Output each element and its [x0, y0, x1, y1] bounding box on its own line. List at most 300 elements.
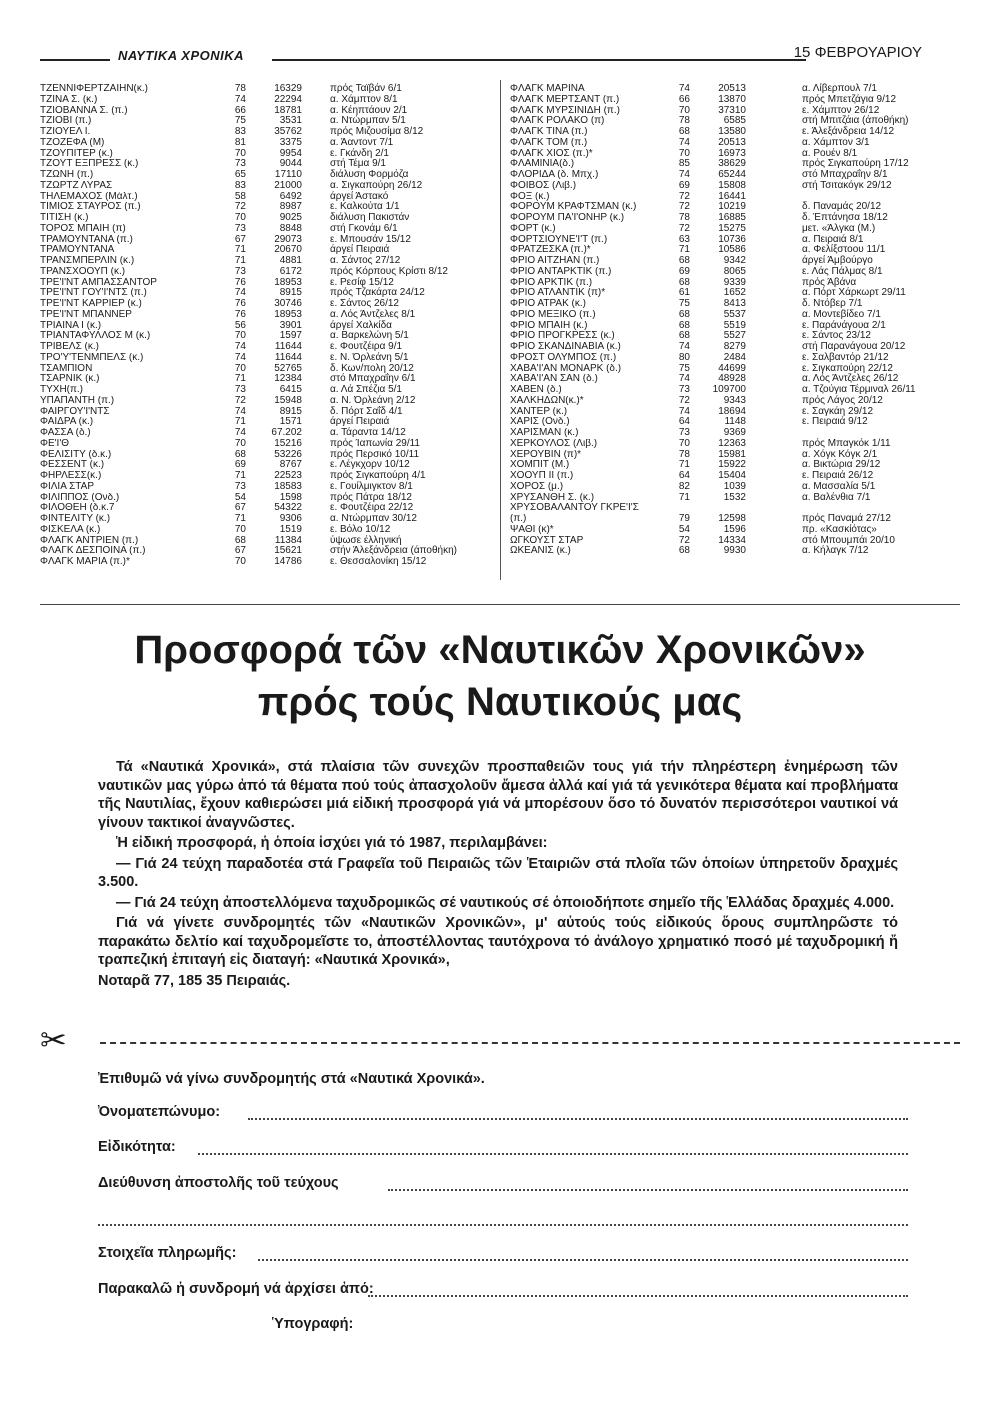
form-intro-text: Ἐπιθυμῶ νά γίνω συνδρομητής στά «Ναυτικά Χρονικά».	[98, 1071, 485, 1087]
ship-name: ΨΑΘΙ (κ)*	[510, 524, 554, 535]
ship-built-year: 74	[234, 93, 246, 105]
address-field[interactable]	[98, 1175, 908, 1191]
ship-position: α. Βικτώρια 29/12	[802, 459, 881, 471]
ship-row	[40, 159, 490, 170]
start-line[interactable]	[368, 1295, 908, 1297]
ship-position: στό Μπαχραΐην 6/1	[330, 373, 416, 385]
ship-built-year: 74	[678, 83, 690, 94]
ship-tonnage: 22294	[274, 93, 302, 105]
ship-row	[40, 374, 490, 385]
ship-row	[40, 299, 490, 310]
ship-name: ΦΡΙΟ ΠΡΟΓΚΡΕΣΣ (κ.)	[510, 331, 615, 342]
ship-name: ΤΖΩΡΤΖ ΛΥΡΑΣ	[40, 180, 113, 191]
ship-row	[40, 84, 490, 95]
ship-name: ΤΡΕ'Ι'ΝΤ ΑΜΠΑΣΣΑΝΤΟΡ	[40, 277, 157, 288]
ship-position: ε. Σαλβαντόρ 21/12	[802, 351, 889, 363]
ship-built-year: 74	[678, 169, 690, 180]
ship-position: α. Βαρκελώνη 5/1	[330, 330, 409, 342]
ship-tonnage: 15216	[274, 437, 302, 449]
ship-tonnage: 1148	[724, 416, 746, 428]
ship-position: ε. Γκάνδη 2/1	[330, 147, 389, 159]
ship-tonnage: 16973	[718, 147, 746, 159]
ship-built-year: 69	[234, 459, 246, 471]
ship-tonnage: 8915	[279, 405, 302, 417]
ship-name: ΤΡΑΝΣΜΠΕΡΛΙΝ (κ.)	[40, 256, 135, 266]
issue-date: 15 ΦΕΒΡΟΥΑΡΙΟΥ	[793, 44, 922, 61]
ship-built-year: 69	[678, 179, 690, 191]
ship-tonnage: 20670	[274, 244, 302, 256]
ship-built-year: 70	[678, 147, 690, 159]
ship-built-year: 72	[678, 394, 690, 406]
header-rule-middle	[272, 59, 806, 61]
ship-position: α. Λίβερπουλ 7/1	[802, 83, 877, 94]
ship-row	[510, 396, 960, 407]
ship-name: ΧΕΡΚΟΥΛΟΣ (Λιβ.)	[510, 438, 598, 449]
ship-built-year: 71	[234, 255, 246, 266]
ship-tonnage: 16441	[718, 190, 746, 202]
ship-tonnage: 6492	[279, 190, 302, 202]
ship-name: ΤΡΟ'Υ'ΤΕΝΜΠΕΛΣ (κ.)	[40, 352, 144, 363]
ship-row	[40, 385, 490, 396]
ship-built-year: 68	[678, 126, 690, 137]
ship-tonnage: 10219	[718, 201, 746, 213]
ship-position: στό Μπουμπάι 20/10	[802, 534, 895, 546]
ship-position: άργεί Πειραιά	[330, 244, 390, 256]
ship-position: δ. Παναμάς 20/12	[802, 201, 882, 213]
ship-tonnage: 1597	[279, 330, 302, 342]
ship-built-year: 71	[234, 470, 246, 481]
ship-built-year: 66	[678, 93, 690, 105]
ship-built-year: 76	[234, 276, 246, 288]
ship-tonnage: 1652	[723, 287, 746, 299]
ship-position: στή Τέμα 9/1	[330, 158, 386, 170]
ship-name: ΦΛΟΡΙΔΑ (δ. Μπχ.)	[510, 170, 599, 180]
ship-position: μετ. «Άλγκα (Μ.)	[802, 222, 876, 234]
ship-built-year: 83	[234, 126, 246, 137]
ship-name: ΦΟΡΤ (κ.)	[510, 223, 556, 234]
ship-name: ΤΖΩΝΗ (π.)	[40, 170, 94, 180]
ship-row	[510, 439, 960, 450]
ship-position: ε. Βόλο 10/12	[330, 523, 391, 535]
ship-built-year: 74	[678, 373, 690, 385]
ship-built-year: 70	[234, 523, 246, 535]
signature-field[interactable]	[272, 1316, 472, 1332]
ship-name: ΦΑΙΡΓΟΥ'Ι'ΝΤΣ	[40, 406, 110, 417]
ship-tonnage: 18781	[274, 104, 302, 116]
ship-built-year: 73	[234, 265, 246, 277]
ship-position: ε. Λάς Πάλμας 8/1	[802, 265, 883, 277]
ship-tonnage: 3375	[279, 136, 302, 148]
ship-name: ΤΙΜΙΟΣ ΣΤΑΥΡΟΣ (π.)	[40, 202, 141, 213]
ship-row	[40, 202, 490, 213]
ship-built-year: 78	[234, 83, 246, 94]
ship-position: δ. Έπτάνησα 18/12	[802, 212, 888, 223]
ship-name: ΧΑΒΑ'Ι'ΑΝ ΣΑΝ (δ.)	[510, 374, 598, 385]
ship-built-year: 70	[678, 437, 690, 449]
ship-position: ε. Θεσσαλονίκη 15/12	[330, 556, 427, 567]
ship-row	[40, 396, 490, 407]
ship-tonnage: 9954	[279, 147, 302, 159]
ship-built-year: 71	[678, 459, 690, 471]
ship-built-year: 64	[678, 470, 690, 481]
ship-position: ε. Παράνάγουα 2/1	[802, 319, 886, 331]
ship-position: α. Βαλένθια 7/1	[802, 491, 871, 503]
ship-tonnage: 18953	[274, 308, 302, 320]
ship-name: ΧΕΡΟΥΒΙΝ (π)*	[510, 449, 582, 460]
ship-row	[40, 288, 490, 299]
payment-field[interactable]	[98, 1245, 908, 1261]
ship-built-year: 63	[678, 233, 690, 245]
ship-name: ΩΚΕΑΝΙΣ (κ.)	[510, 546, 571, 557]
ship-built-year: 68	[234, 448, 246, 460]
ship-tonnage: 8987	[279, 201, 302, 213]
ship-tonnage: 6415	[279, 384, 302, 395]
ship-name: ΦΡΙΟ ΑΤΡΑΚ (κ.)	[510, 299, 586, 309]
ship-tonnage: 1598	[279, 491, 302, 503]
ship-name: ΦΛΑΓΚ ΜΥΡΣΙΝΙΔΗ (π.)	[510, 105, 620, 116]
ship-built-year: 70	[234, 330, 246, 342]
ship-name: ΧΑΛΚΗΔΩΝ(κ.)*	[510, 395, 584, 406]
ship-built-year: 71	[234, 513, 246, 524]
ship-position: ε. Μπουσάν 15/12	[330, 233, 411, 245]
ship-built-year: 70	[234, 147, 246, 159]
name-label: Ὀνοματεπώνυμο:	[98, 1104, 221, 1120]
ship-position: πρός Μιζουσίμα 8/12	[330, 126, 424, 137]
ship-name: ΦΛΑΓΚ ΑΝΤΡΙΕΝ (π.)	[40, 535, 139, 546]
ship-position: πρός Λάγος 20/12	[802, 394, 883, 406]
ship-name: ΤΡΑΝΣΧΟΟΥΠ (κ.)	[40, 266, 126, 277]
ship-position: πρός Μπετζάγια 9/12	[802, 93, 897, 105]
ship-position: α. Άαντοντ 7/1	[330, 136, 394, 148]
ship-built-year: 68	[234, 534, 246, 546]
specialty-field[interactable]	[98, 1139, 908, 1155]
ship-row	[510, 224, 960, 235]
ship-position: πρός Παναμά 27/12	[802, 513, 891, 524]
ship-position: ε. Πειραιά 9/12	[802, 416, 868, 428]
ship-built-year: 68	[678, 276, 690, 288]
ship-tonnage: 11644	[274, 351, 302, 363]
ship-name: ΧΑΝΤΕΡ (κ.)	[510, 406, 568, 417]
ship-row	[40, 127, 490, 138]
ship-row	[40, 503, 490, 514]
ship-built-year: 74	[234, 287, 246, 299]
ship-tonnage: 4881	[279, 255, 302, 266]
ship-tonnage: 9025	[279, 212, 302, 223]
ship-name: ΤΣΑΜΠΙΟΝ	[40, 363, 93, 374]
ship-name: ΦΛΑΓΚ ΤΟΜ (π.)	[510, 137, 588, 148]
ship-row	[40, 310, 490, 321]
ship-built-year: 74	[234, 341, 246, 352]
ship-name: ΤΡΕ'Ι'ΝΤ ΓΟΥ'Ι'ΝΤΣ (π.)	[40, 288, 147, 299]
ship-position: πρός Ίαπωνία 29/11	[330, 437, 420, 449]
ship-name: ΧΑΡΙΣΜΑΝ (κ.)	[510, 428, 579, 438]
address-line[interactable]	[388, 1189, 908, 1191]
ship-tonnage: 48928	[718, 373, 746, 385]
ship-tonnage: 11644	[274, 341, 302, 352]
ship-row	[40, 181, 490, 192]
ship-position: α. Ντώρμπαν 30/12	[330, 513, 417, 524]
name-line[interactable]	[248, 1118, 908, 1120]
ship-name: ΦΟΞ (κ.)	[510, 191, 550, 202]
start-label: Παρακαλῶ ἡ συνδρομή νά ἀρχίσει ἀπό:	[98, 1281, 374, 1297]
ship-tonnage: 9306	[279, 513, 302, 524]
ship-tonnage: 1571	[279, 416, 302, 428]
ship-tonnage: 15981	[718, 448, 746, 460]
ship-row	[40, 192, 490, 203]
dashed-line	[100, 1042, 960, 1044]
ship-tonnage: 12598	[718, 513, 746, 524]
ship-name: ΦΡΙΟ ΑΤΛΑΝΤΙΚ (π)*	[510, 288, 606, 299]
ship-name: ΤΖΟΥΤ ΕΞΠΡΕΣΣ (κ.)	[40, 159, 139, 170]
ship-tonnage: 8413	[723, 298, 746, 309]
ship-built-year: 83	[234, 179, 246, 191]
form-intro	[98, 1071, 908, 1087]
offer-paragraph: Τά «Ναυτικά Χρονικά», στά πλαίσια τῶν συνεχῶν προσπαθειῶν τους γιά τήν πληρέστερη ἐνημέρωση τῶν ναυτικῶν μας γύρω ἀπό τά θέματα πού τούς ἀπασχολοῦν ἄμεσα ἀλλά καί γιά τά γενικότερα θέματα καί προβλήματα τῆς Ναυτιλίας, ἔχουν καθιερώσει μιά εἰδική προσφορά γιά νά μπορέσουν ὅσο τό δυνατόν περισσότεροι ναυτικοί νά γίνουν τακτικοί ἀναγνῶστες.	[98, 759, 898, 831]
column-divider	[500, 80, 501, 580]
payment-label: Στοιχεῖα πληρωμῆς:	[98, 1245, 237, 1261]
ship-row	[510, 138, 960, 149]
ship-built-year: 65	[234, 169, 246, 180]
offer-body	[98, 758, 898, 992]
ship-built-year: 61	[678, 287, 690, 299]
ship-name: ΧΑΡΙΣ (Ονδ.)	[510, 417, 570, 428]
ship-position: δ. Πόρτ Σαΐδ 4/1	[330, 405, 403, 417]
ship-built-year: 72	[234, 394, 246, 406]
ship-name: ΦΛΑΓΚ ΤΙΝΑ (π.)	[510, 127, 588, 137]
ship-position: άργεί Άστακό	[330, 190, 389, 202]
ship-position: α. Ντώρμπαν 5/1	[330, 115, 406, 127]
ship-name: ΦΡΙΟ ΑΡΚΤΙΚ (π.)	[510, 277, 593, 288]
ship-tonnage: 15808	[718, 179, 746, 191]
ship-name: ΧΟΟΥΠ ΙΙ (π.)	[510, 471, 574, 481]
ship-built-year: 82	[678, 480, 690, 492]
ship-built-year: 78	[678, 448, 690, 460]
ship-built-year: 68	[678, 308, 690, 320]
ship-tonnage: 21000	[274, 179, 302, 191]
ship-position: ε. Φουτζέιρα 22/12	[330, 502, 414, 514]
ship-tonnage: 8065	[723, 265, 746, 277]
ship-name: ΤΡΑΜΟΥΝΤΑΝΑ (π.)	[40, 234, 133, 245]
ship-built-year: 73	[234, 480, 246, 492]
ship-name: ΥΠΑΠΑΝΤΗ (π.)	[40, 395, 115, 406]
ship-position: ε. Πειραιά 26/12	[802, 470, 874, 481]
ship-position: α. Σάντος 27/12	[330, 255, 401, 266]
ship-position: α. Σιγκαπούρη 26/12	[330, 179, 423, 191]
address-label: Διεύθυνση ἀποστολῆς τοῦ τεύχους	[98, 1175, 339, 1191]
ship-built-year: 72	[678, 190, 690, 202]
ship-row	[40, 342, 490, 353]
ship-position: ε. Ρεσίφ 15/12	[330, 276, 394, 288]
ship-position: διάλυση Φορμόζα	[330, 169, 409, 180]
ship-name: ΧΟΜΠΙΤ (Μ.)	[510, 460, 570, 471]
ship-position: α. Μασσαλία 5/1	[802, 480, 876, 492]
ship-built-year: 70	[234, 437, 246, 449]
ship-tonnage: 10736	[718, 233, 746, 245]
ship-name: ΤΥΧΗ(π.)	[40, 385, 84, 395]
payment-line[interactable]	[258, 1259, 908, 1261]
ship-built-year: 71	[234, 244, 246, 256]
ship-tonnage: 53226	[274, 448, 302, 460]
ship-position: α. Κήλαγκ 7/12	[802, 545, 869, 557]
ship-built-year: 73	[678, 384, 690, 395]
ship-built-year: 72	[678, 201, 690, 213]
ship-built-year: 80	[678, 351, 690, 363]
ship-name: ΤΟΡΟΣ ΜΠΑΙΗ (π)	[40, 223, 126, 234]
ship-name: ΤΡΑΜΟΥΝΤΑΝΑ	[40, 245, 115, 256]
offer-paragraph: Γιά νά γίνετε συνδρομητές τῶν «Ναυτικῶν Χρονικῶν», μ' αὐτούς τούς εἰδικούς ὅρους συμπληρῶστε τό παρακάτω δελτίο καί ταχυδρομεῖστε το, ἀποστέλλοντας ταυτόχρονα τό ἀνάλογο χρηματικό ποσό μέ ταχυδρομική ἤ τραπεζική ἐπιταγή εἰς διαταγή: «Ναυτικά Χρονικά»,	[98, 915, 898, 968]
ship-name: ΦΛΑΓΚ ΜΑΡΙΑ (π.)*	[40, 557, 130, 567]
ship-position: α. Κέηπτάουν 2/1	[330, 104, 408, 116]
ship-built-year: 72	[234, 201, 246, 213]
ship-built-year: 74	[678, 405, 690, 417]
ship-built-year: 81	[234, 136, 246, 148]
ship-tonnage: 15948	[274, 394, 302, 406]
ship-tonnage: 109700	[712, 384, 746, 395]
ship-name: ΦΟΡΟΥΜ ΠΑ'Ι'ΟΝΗΡ (κ.)	[510, 213, 625, 223]
ship-position: ύψωσε έλληνική	[330, 534, 402, 546]
ship-name: ΦΙΛΟΘΕΗ (δ.κ.7	[40, 503, 115, 514]
ship-position: άργεί Πειραιά	[330, 416, 390, 428]
ship-name: ΤΡΙΒΕΛΣ (κ.)	[40, 342, 99, 352]
ship-tonnage: 10586	[718, 244, 746, 256]
ship-name: ΦΕ'Ι'Θ	[40, 438, 70, 449]
ship-row	[510, 310, 960, 321]
ship-tonnage: 9930	[723, 545, 746, 557]
cut-line	[40, 1022, 960, 1058]
ship-name: ΦΡΑΤΖΕΣΚΑ (π.)*	[510, 245, 591, 256]
ship-name: ΤΖΟΖΕΦΑ (Μ)	[40, 137, 105, 148]
ship-row	[40, 235, 490, 246]
ship-name: ΤΡΙΑΙΝΑ Ι (κ.)	[40, 320, 102, 331]
ship-row	[510, 95, 960, 106]
ship-tonnage: 20513	[718, 136, 746, 148]
ship-built-year: 67	[234, 233, 246, 245]
name-field[interactable]	[98, 1104, 908, 1120]
ship-built-year: 74	[234, 427, 246, 438]
ship-built-year: 79	[678, 513, 690, 524]
offer-headline: Προσφορά τῶν «Ναυτικῶν Χρονικῶν»	[134, 628, 866, 672]
start-field[interactable]	[98, 1281, 908, 1297]
ship-row	[40, 525, 490, 536]
ship-name: ΦΛΑΓΚ ΜΕΡΤΣΑΝΤ (π.)	[510, 94, 620, 105]
ship-row	[40, 331, 490, 342]
ship-position: α. Ν. Όρλεάνη 2/12	[330, 394, 416, 406]
ship-tonnage: 1596	[723, 523, 746, 535]
ship-row	[510, 267, 960, 278]
ship-tonnage: 5519	[723, 319, 746, 331]
ship-name: ΦΡΙΟ ΑΝΤΑΡΚΤΙΚ (π.)	[510, 266, 612, 277]
ship-name: ΦΑΙΔΡΑ (κ.)	[40, 417, 94, 428]
ship-row	[40, 364, 490, 375]
ship-row	[40, 407, 490, 418]
ship-built-year: 75	[234, 115, 246, 127]
ship-built-year: 75	[678, 298, 690, 309]
ship-tonnage: 13870	[718, 93, 746, 105]
ship-name: ΦΡΟΣΤ ΟΛΥΜΠΟΣ (π.)	[510, 352, 617, 363]
ship-position: πρός Σιγκαπούρη 4/1	[330, 470, 426, 481]
ship-name: ΦΕΣΣΕΝΤ (κ.)	[40, 460, 105, 471]
ship-built-year: 73	[234, 222, 246, 234]
ship-listing-left	[40, 84, 490, 568]
ship-tonnage: 18953	[274, 276, 302, 288]
ship-tonnage: 18583	[274, 480, 302, 492]
ship-built-year: 71	[234, 373, 246, 385]
ship-position: α. Τάραντα 14/12	[330, 427, 406, 438]
ship-tonnage: 2484	[723, 351, 746, 363]
ship-name: ΤΡΕ'Ι'ΝΤ ΚΑΡΡΙΕΡ (κ.)	[40, 299, 142, 309]
ship-name: ΦΛΑΓΚ ΧΙΟΣ (π.)*	[510, 148, 593, 159]
ship-built-year: 78	[678, 212, 690, 223]
ship-position: δ. Κων/πολη 20/12	[330, 362, 414, 374]
ship-tonnage: 8848	[279, 222, 302, 234]
ship-position: πρός Τζακάρτα 24/12	[330, 287, 425, 299]
ship-name: ΧΡΥΣΑΝΘΗ Σ. (κ.)	[510, 492, 595, 503]
ship-tonnage: 54322	[274, 502, 302, 514]
ship-name: ΦΡΙΟ ΣΚΑΝΔΙΝΑΒΙΑ (κ.)	[510, 342, 621, 352]
ship-name: ΦΟΙΒΟΣ (Λιβ.)	[510, 180, 577, 191]
ship-row	[510, 525, 960, 536]
ship-built-year: 68	[678, 330, 690, 342]
ship-built-year: 67	[234, 502, 246, 514]
ship-position: στήν Άλεξάνδρεια (άποθήκη)	[330, 545, 457, 557]
ship-name: ΦΑΣΣΑ (δ.)	[40, 428, 91, 438]
ship-name: ΤΖΙΝΑ Σ. (κ.)	[40, 94, 98, 105]
ship-tonnage: 14334	[718, 534, 746, 546]
ship-listing-right	[510, 84, 960, 557]
ship-row	[510, 353, 960, 364]
ship-position: πρ. «Κασκίότας»	[802, 523, 877, 535]
ship-position: πρός Κόρπους Κρίστι 8/12	[330, 265, 448, 277]
ship-position: στή Μπιτζάια (άποθήκη)	[802, 115, 909, 127]
ship-name: ΦΕΛΙΣΙΤΥ (δ.κ.)	[40, 449, 112, 460]
ship-name: ΦΙΝΤΕΛΙΤΥ (κ.)	[40, 514, 111, 524]
ship-built-year: 70	[234, 212, 246, 223]
ship-position: στό Μπαχραΐην 8/1	[802, 169, 888, 180]
ship-built-year: 67	[234, 545, 246, 557]
ship-tonnage: 8915	[279, 287, 302, 299]
ship-position: α. Τζούγια Τέρμιναλ 26/11	[802, 384, 916, 395]
ship-row	[40, 417, 490, 428]
ship-name: ΦΙΣΚΕΛΑ (κ.)	[40, 524, 101, 535]
ship-row	[40, 353, 490, 364]
ship-position: α. Πόρτ Χάρκωρτ 29/11	[802, 287, 906, 299]
offer-option-1: — Γιά 24 τεύχη παραδοτέα στά Γραφεῖα τοῦ Πειραιῶς τῶν Ἑταιριῶν στά πλοῖα τῶν ὁποίων ὑπηρετοῦν δραχμές 3.500.	[98, 855, 898, 890]
ship-position: ε. Φουτζέιρα 9/1	[330, 341, 403, 352]
offer-paragraph: Ἡ εἰδική προσφορά, ἡ ὁποία ἰσχύει γιά τό 1987, περιλαμβάνει:	[116, 835, 548, 851]
ship-built-year: 75	[678, 362, 690, 374]
ship-name: ΤΖΕΝΝΙΦΕΡΤΖΑΙΗΝ(κ.)	[40, 84, 148, 94]
ship-name: ΦΛΑΓΚ ΡΟΛΑΚΟ (π)	[510, 116, 605, 127]
ship-tonnage: 38629	[718, 158, 746, 170]
ship-tonnage: 3531	[279, 115, 302, 127]
ship-tonnage: 9369	[723, 427, 746, 438]
ship-tonnage: 16329	[274, 83, 302, 94]
ship-built-year: 66	[234, 104, 246, 116]
scissors-icon: ✂	[40, 1022, 67, 1058]
ship-built-year: 54	[678, 523, 690, 535]
ship-tonnage: 6172	[279, 265, 302, 277]
ship-built-year: 73	[234, 158, 246, 170]
ship-tonnage: 8767	[279, 459, 302, 471]
address-line-2[interactable]	[98, 1224, 908, 1226]
specialty-label: Εἰδικότητα:	[98, 1139, 176, 1155]
ship-name: ΤΡΕ'Ι'ΝΤ ΜΠΑΝΝΕΡ	[40, 309, 132, 320]
specialty-line[interactable]	[198, 1153, 908, 1155]
ship-name: (π.)	[510, 514, 527, 524]
ship-position: α. Χάμπτον 3/1	[802, 136, 870, 148]
ship-built-year: 76	[234, 298, 246, 309]
ship-built-year: 85	[678, 158, 690, 170]
